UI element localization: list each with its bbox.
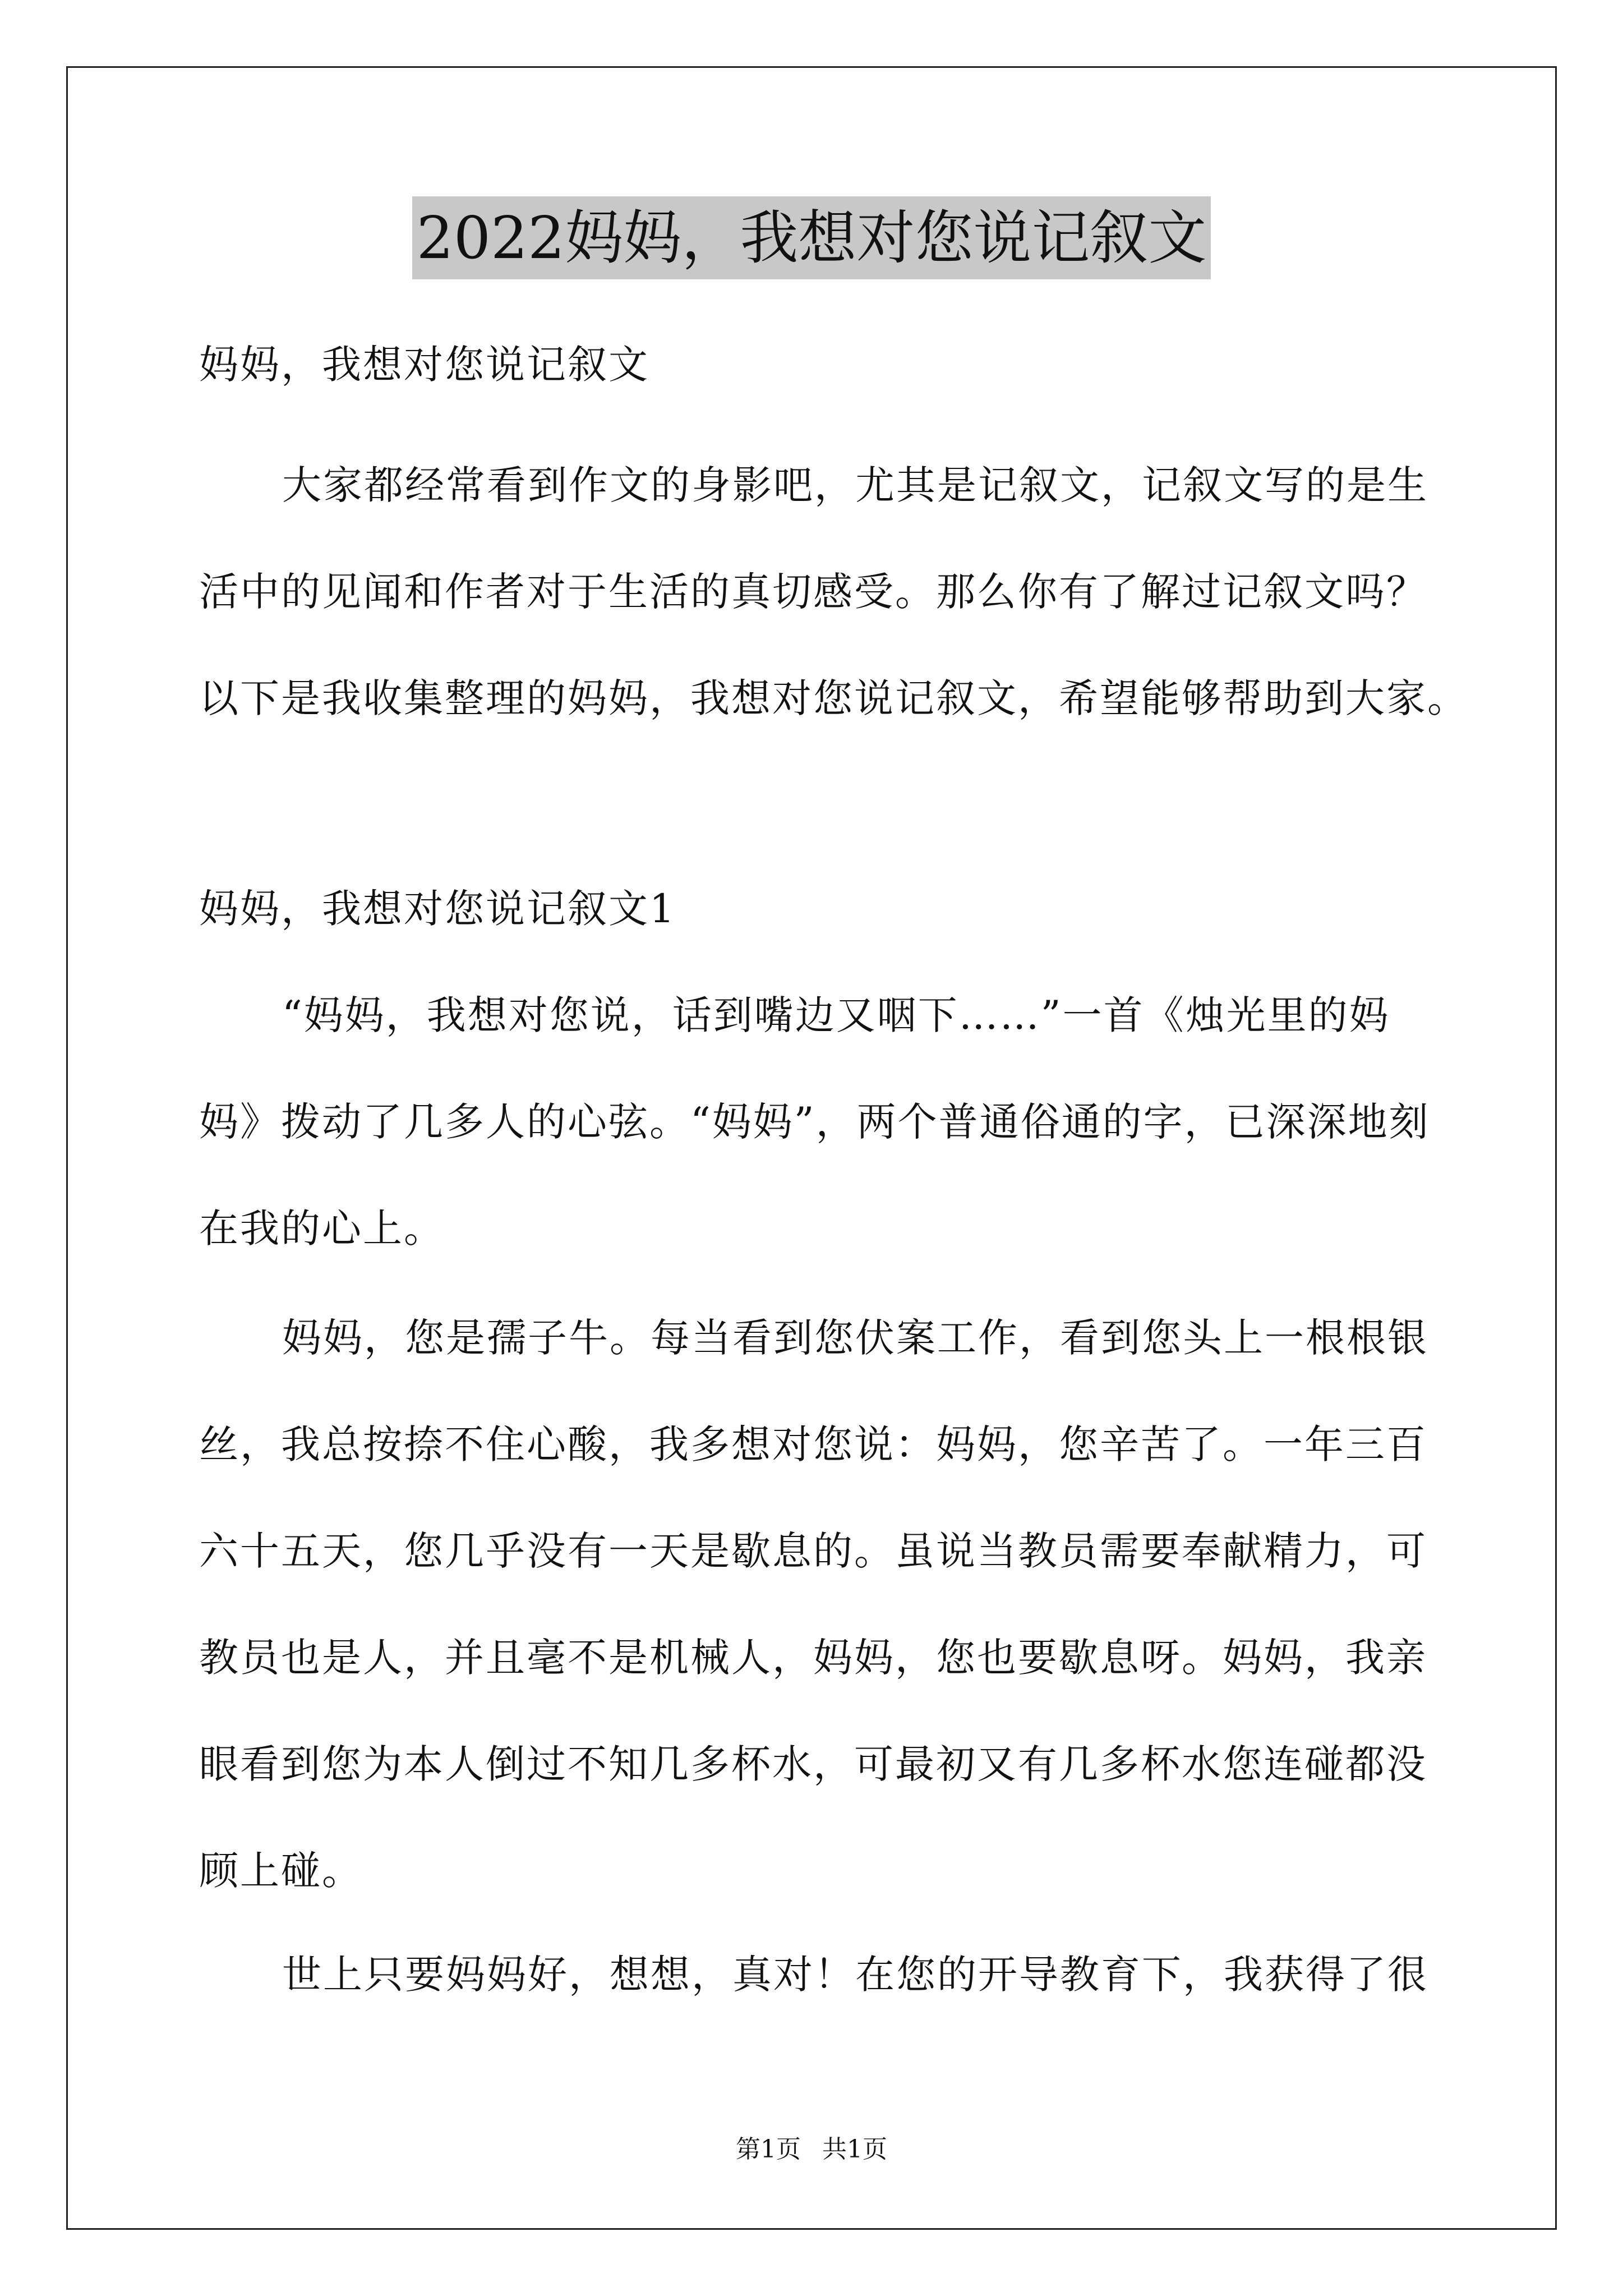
paragraph-line: 教员也是人，并且毫不是机械人，妈妈，您也要歇息呀。妈妈，我亲 (199, 1635, 1427, 1681)
paragraph-3 (199, 1921, 1433, 2028)
title-container (0, 196, 1623, 279)
paragraph-line: 妈》拨动了几多人的心弦。“妈妈”，两个普通俗通的字，已深深地刻 (199, 1099, 1430, 1145)
paragraph-line: 世上只要妈妈好，想想，真对！在您的开导教育下，我获得了很 (282, 1952, 1428, 1998)
page-footer: 第1页 共1页 (736, 2135, 887, 2164)
section-heading: 妈妈，我想对您说记叙文1 (199, 886, 676, 932)
paragraph-line: 丝，我总按捺不住心酸，我多想对您说：妈妈，您辛苦了。一年三百 (199, 1421, 1427, 1467)
intro-paragraph (199, 432, 1468, 752)
paragraph-line: 顾上碰。 (199, 1848, 363, 1894)
intro-line: 大家都经常看到作文的身影吧，尤其是记叙文，记叙文写的是生 (282, 462, 1428, 508)
paragraph-line: 在我的心上。 (199, 1205, 445, 1251)
intro-line: 活中的见闻和作者对于生活的真切感受。那么你有了解过记叙文吗？ (199, 569, 1427, 615)
intro-line: 以下是我收集整理的妈妈，我想对您说记叙文，希望能够帮助到大家。 (199, 675, 1468, 721)
document-title: 2022妈妈，我想对您说记叙文 (412, 196, 1211, 279)
paragraph-line: 六十五天，您几乎没有一天是歇息的。虽说当教员需要奉献精力，可 (199, 1528, 1427, 1574)
paragraph-1 (199, 962, 1433, 1282)
paragraph-line: 妈妈，您是孺子牛。每当看到您伏案工作，看到您头上一根根银 (282, 1315, 1428, 1361)
paragraph-line: 眼看到您为本人倒过不知几多杯水，可最初又有几多杯水您连碰都没 (199, 1741, 1427, 1787)
subtitle: 妈妈，我想对您说记叙文 (199, 342, 649, 388)
paragraph-2 (199, 1285, 1433, 1924)
paragraph-line: “妈妈，我想对您说，话到嘴边又咽下……”一首《烛光里的妈 (282, 992, 1390, 1038)
